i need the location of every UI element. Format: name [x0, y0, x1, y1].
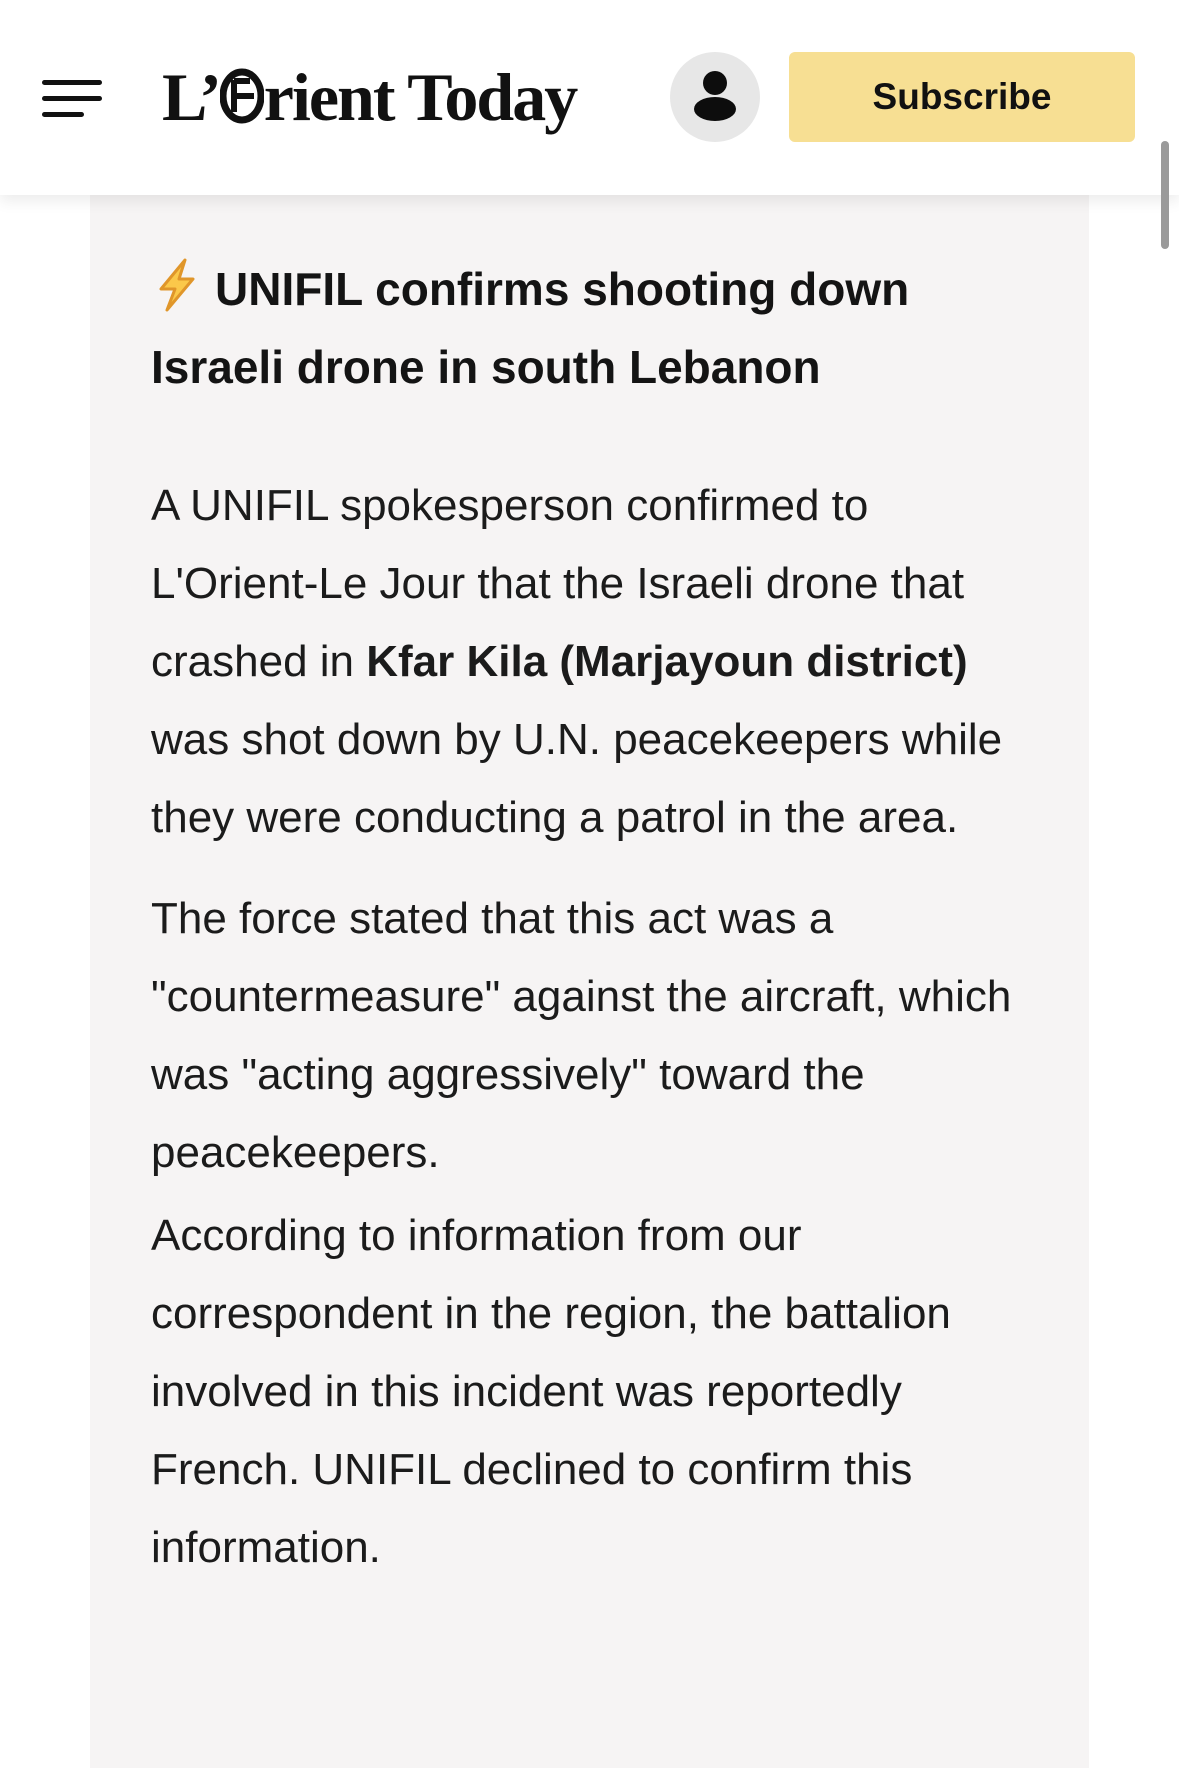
scrollbar-thumb[interactable]: [1161, 141, 1169, 249]
article-paragraph-3: According to information from our correspondent in the region, the battalion involved in this incident was reportedly French. UNIFIL declined to confirm this information.: [151, 1211, 951, 1572]
user-icon: [670, 52, 760, 142]
article-card: [90, 195, 1089, 1768]
hamburger-menu-icon[interactable]: [42, 78, 104, 120]
article-paragraph-2: The force stated that this act was a "countermeasure" against the aircraft, which was "acting aggressively" toward the peacekeepers.: [151, 894, 1012, 1177]
lightning-bolt-icon: [151, 257, 201, 313]
account-button[interactable]: [670, 52, 760, 142]
site-header: [0, 0, 1179, 195]
subscribe-button[interactable]: Subscribe: [789, 52, 1135, 142]
menu-line: [42, 96, 102, 101]
article-headline: [151, 250, 1011, 406]
menu-line: [42, 112, 84, 117]
headline-text: UNIFIL confirms shooting down Israeli drone in south Lebanon: [151, 263, 910, 393]
logo-o-mark: [220, 68, 264, 124]
site-logo[interactable]: L’ rient Today: [162, 59, 577, 135]
menu-line: [42, 80, 102, 85]
location-bold: Kfar Kila (Marjayoun district): [366, 637, 968, 686]
article-paragraph-1: A UNIFIL spokesperson confirmed to L'Orient-Le Jour that the Israeli drone that crashed in Kfar Kila (Marjayoun district) was shot down by U.N. peacekeepers while they were conducting a patrol in the area.: [151, 481, 1003, 842]
